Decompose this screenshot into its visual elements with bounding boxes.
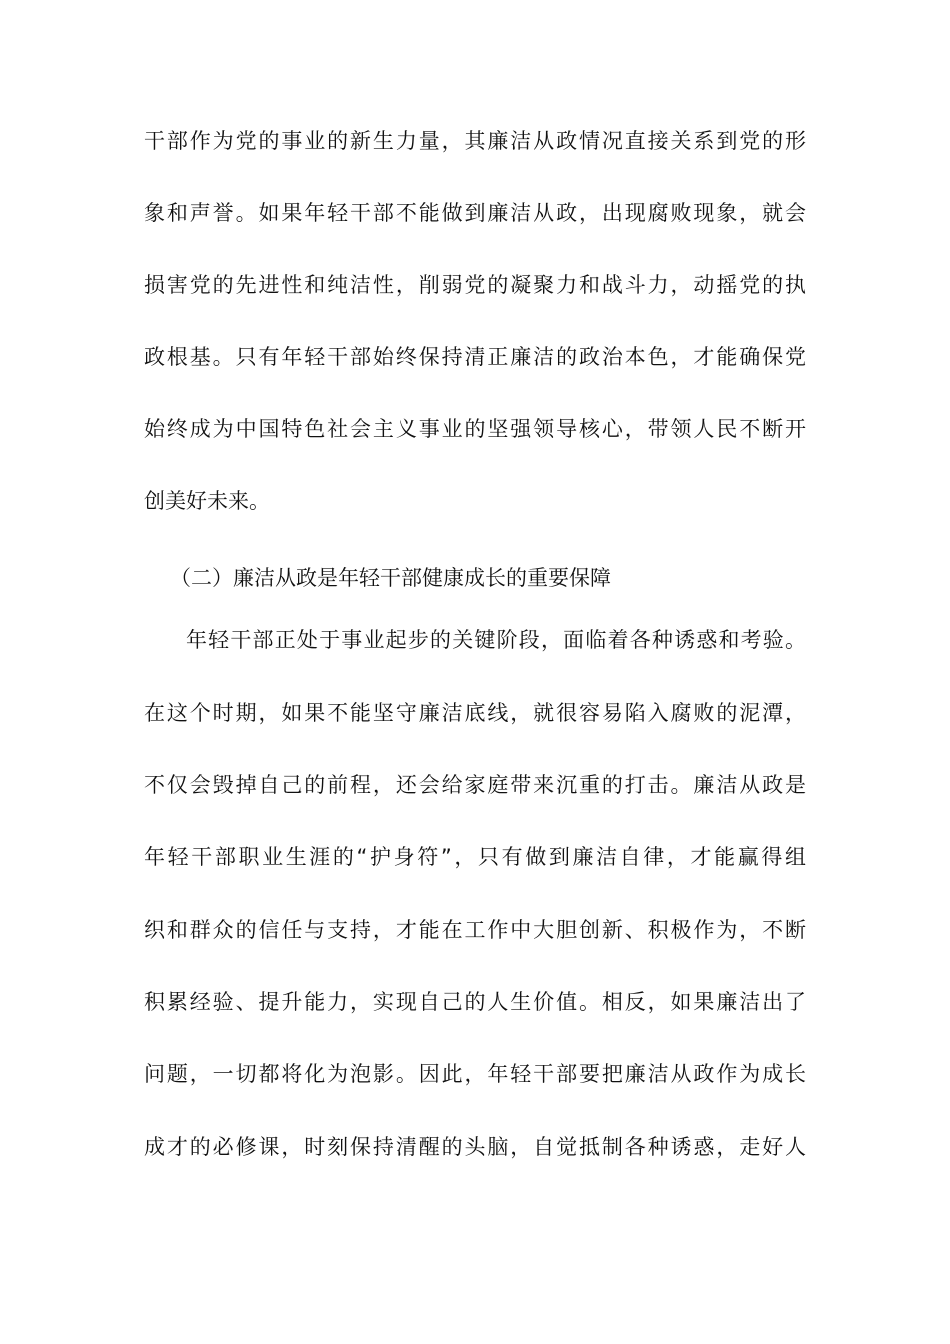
paragraph-2-line: 织和群众的信任与支持，才能在工作中大胆创新、积极作为，不断 (144, 918, 806, 942)
paragraph-2-line: 积累经验、提升能力，实现自己的人生价值。相反，如果廉洁出了 (144, 990, 806, 1014)
paragraph-1-line: 干部作为党的事业的新生力量，其廉洁从政情况直接关系到党的形 (144, 129, 806, 153)
paragraph-2-line: 问题，一切都将化为泡影。因此，年轻干部要把廉洁从政作为成长 (144, 1062, 806, 1086)
paragraph-2-line: 成才的必修课，时刻保持清醒的头脑，自觉抵制各种诱惑，走好人 (144, 1135, 806, 1159)
paragraph-2-line: 在这个时期，如果不能坚守廉洁底线，就很容易陷入腐败的泥潭， (144, 701, 806, 725)
paragraph-1-line: 始终成为中国特色社会主义事业的坚强领导核心，带领人民不断开 (144, 417, 806, 441)
paragraph-2-line: 年轻干部正处于事业起步的关键阶段，面临着各种诱惑和考验。 (186, 628, 806, 652)
paragraph-1-line: 创美好未来。 (144, 489, 270, 513)
paragraph-1-line: 政根基。只有年轻干部始终保持清正廉洁的政治本色，才能确保党 (144, 345, 806, 369)
paragraph-2-line: 不仅会毁掉自己的前程，还会给家庭带来沉重的打击。廉洁从政是 (144, 773, 806, 797)
paragraph-1-line: 损害党的先进性和纯洁性，削弱党的凝聚力和战斗力，动摇党的执 (144, 273, 806, 297)
paragraph-1-line: 象和声誉。如果年轻干部不能做到廉洁从政，出现腐败现象，就会 (144, 201, 806, 225)
section-heading: （二）廉洁从政是年轻干部健康成长的重要保障 (170, 566, 611, 590)
paragraph-2-line: 年轻干部职业生涯的“护身符”，只有做到廉洁自律，才能赢得组 (144, 845, 806, 869)
